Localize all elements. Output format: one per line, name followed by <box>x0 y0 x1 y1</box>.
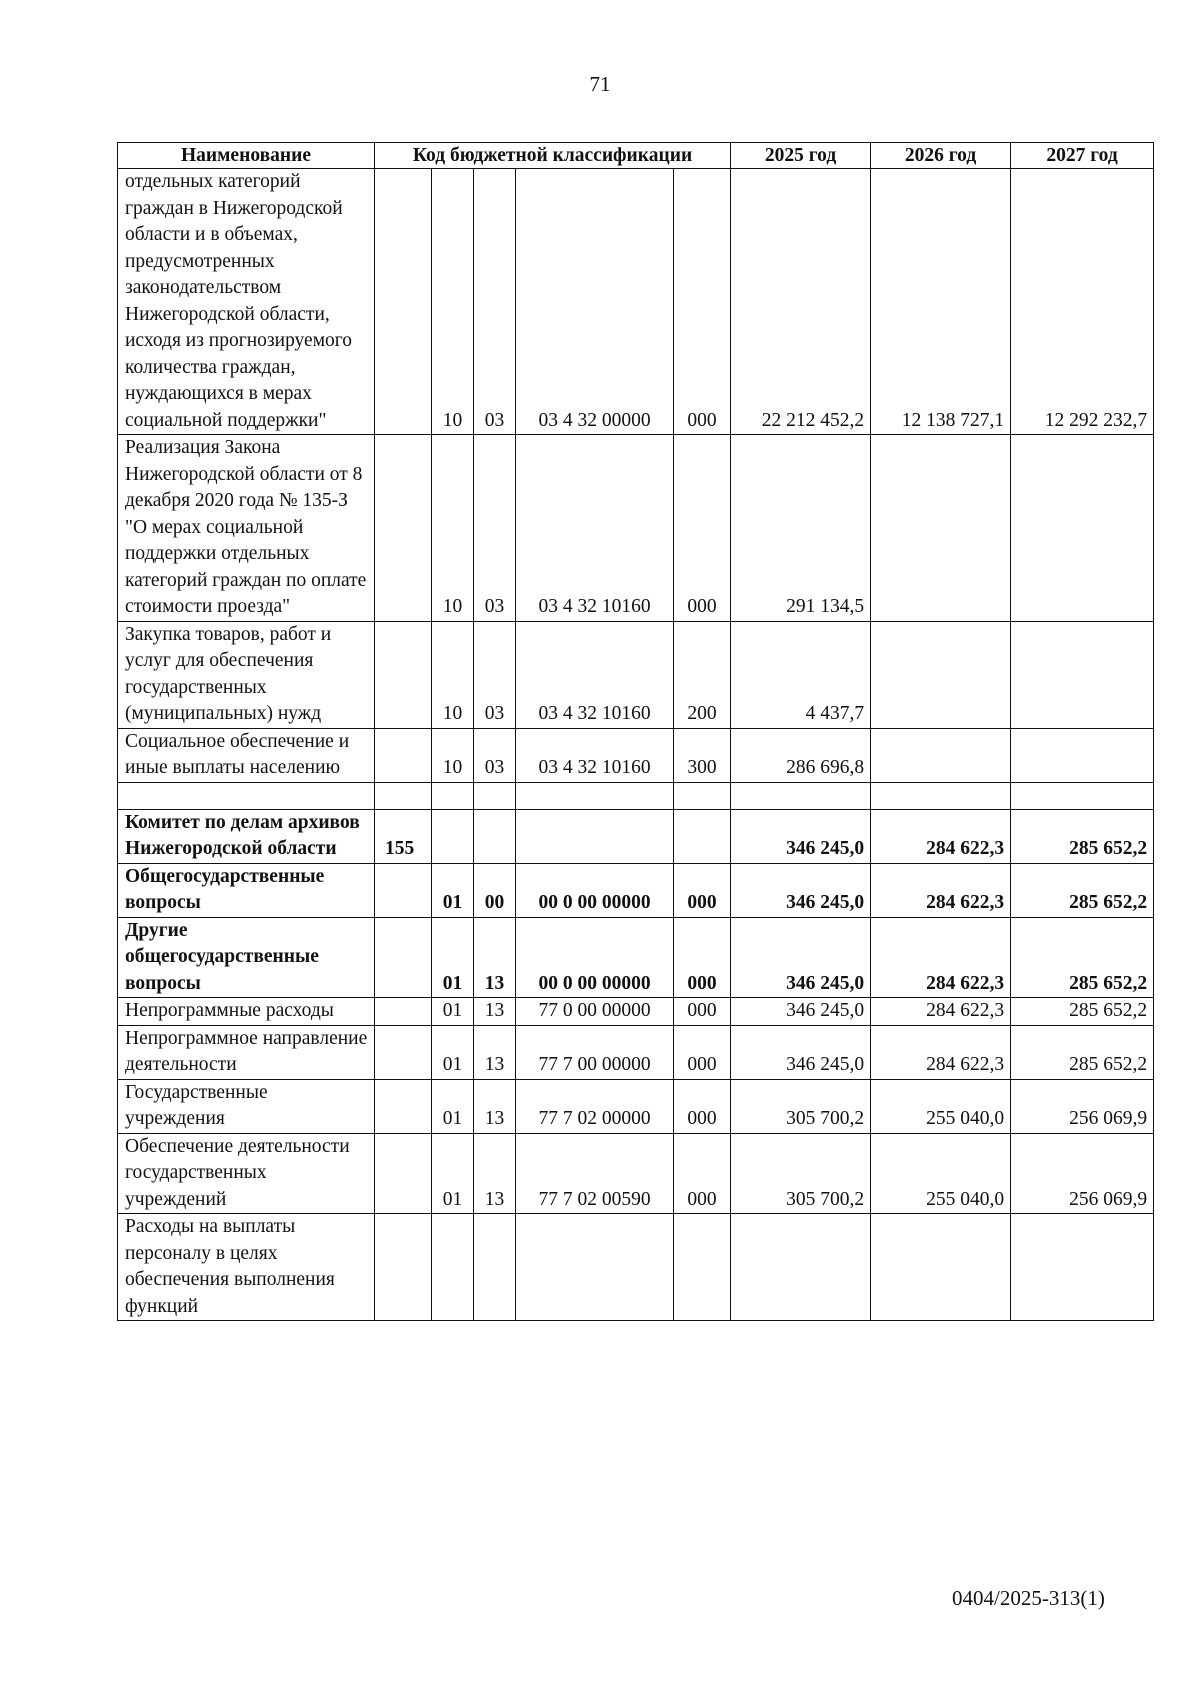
row-name <box>118 782 375 809</box>
row-2025: 346 245,0 <box>731 809 871 863</box>
row-target-code: 00 0 00 00000 <box>516 917 674 998</box>
row-subsection: 13 <box>474 1079 516 1133</box>
row-2026: 255 040,0 <box>871 1133 1011 1214</box>
row-target-code: 03 4 32 10160 <box>516 621 674 728</box>
row-section: 01 <box>432 1025 474 1079</box>
row-section: 10 <box>432 621 474 728</box>
row-target-code <box>516 1214 674 1321</box>
row-2027: 285 652,2 <box>1011 863 1154 917</box>
row-expense-kind: 000 <box>674 1079 731 1133</box>
row-subsection: 03 <box>474 621 516 728</box>
row-gov-code <box>375 1133 432 1214</box>
row-2025: 346 245,0 <box>731 1025 871 1079</box>
row-section: 01 <box>432 863 474 917</box>
row-gov-code: 155 <box>375 809 432 863</box>
table-row <box>118 1133 1154 1214</box>
row-target-code: 03 4 32 10160 <box>516 435 674 622</box>
row-section: 10 <box>432 435 474 622</box>
row-name: Общегосударственные вопросы <box>118 863 375 917</box>
row-2027: 285 652,2 <box>1011 1025 1154 1079</box>
row-expense-kind: 200 <box>674 621 731 728</box>
header-2026: 2026 год <box>871 143 1011 169</box>
row-expense-kind: 000 <box>674 169 731 435</box>
row-target-code: 77 0 00 00000 <box>516 998 674 1026</box>
row-2026: 284 622,3 <box>871 917 1011 998</box>
row-name: Комитет по делам архивов Нижегородской области <box>118 809 375 863</box>
table-body <box>118 169 1154 1321</box>
row-2025: 4 437,7 <box>731 621 871 728</box>
row-section: 01 <box>432 917 474 998</box>
header-name: Наименование <box>118 143 375 169</box>
table-row <box>118 782 1154 809</box>
table-row <box>118 809 1154 863</box>
row-name: Другие общегосударственные вопросы <box>118 917 375 998</box>
row-gov-code <box>375 1214 432 1321</box>
row-2025: 22 212 452,2 <box>731 169 871 435</box>
row-2027: 256 069,9 <box>1011 1079 1154 1133</box>
row-gov-code <box>375 169 432 435</box>
row-section <box>432 782 474 809</box>
row-name: Социальное обеспечение и иные выплаты населению <box>118 728 375 782</box>
row-target-code <box>516 782 674 809</box>
row-section <box>432 1214 474 1321</box>
row-section: 01 <box>432 1079 474 1133</box>
table-row <box>118 998 1154 1026</box>
row-gov-code <box>375 917 432 998</box>
row-expense-kind: 000 <box>674 863 731 917</box>
row-name: Реализация Закона Нижегородской области от 8 декабря 2020 года № 135-З "О мерах социальной поддержки отдельных категорий граждан по оплате стоимости проезда" <box>118 435 375 622</box>
row-2026: 284 622,3 <box>871 863 1011 917</box>
row-2027: 12 292 232,7 <box>1011 169 1154 435</box>
row-section: 01 <box>432 1133 474 1214</box>
row-2026 <box>871 621 1011 728</box>
row-2025 <box>731 1214 871 1321</box>
document-code: 0404/2025-313(1) <box>952 1586 1105 1610</box>
table-row <box>118 917 1154 998</box>
row-2026: 255 040,0 <box>871 1079 1011 1133</box>
table-header <box>118 143 1154 169</box>
row-2027: 285 652,2 <box>1011 917 1154 998</box>
row-target-code: 77 7 02 00590 <box>516 1133 674 1214</box>
row-2025: 305 700,2 <box>731 1133 871 1214</box>
table-row <box>118 435 1154 622</box>
row-expense-kind <box>674 782 731 809</box>
row-target-code: 00 0 00 00000 <box>516 863 674 917</box>
table-row <box>118 728 1154 782</box>
row-expense-kind: 000 <box>674 1025 731 1079</box>
table-row <box>118 863 1154 917</box>
row-name: Расходы на выплаты персоналу в целях обеспечения выполнения функций <box>118 1214 375 1321</box>
row-expense-kind: 000 <box>674 917 731 998</box>
row-expense-kind <box>674 809 731 863</box>
row-target-code: 77 7 00 00000 <box>516 1025 674 1079</box>
row-subsection <box>474 1214 516 1321</box>
row-subsection: 13 <box>474 917 516 998</box>
row-gov-code <box>375 621 432 728</box>
row-expense-kind: 000 <box>674 435 731 622</box>
row-subsection: 00 <box>474 863 516 917</box>
row-2026 <box>871 435 1011 622</box>
row-2026 <box>871 1214 1011 1321</box>
page-number: 71 <box>589 72 611 96</box>
row-2027: 256 069,9 <box>1011 1133 1154 1214</box>
row-gov-code <box>375 998 432 1026</box>
table-row <box>118 1025 1154 1079</box>
row-subsection: 13 <box>474 998 516 1026</box>
row-2026: 12 138 727,1 <box>871 169 1011 435</box>
row-section: 01 <box>432 998 474 1026</box>
row-target-code: 03 4 32 00000 <box>516 169 674 435</box>
row-2027 <box>1011 1214 1154 1321</box>
row-2025 <box>731 782 871 809</box>
table-row <box>118 1214 1154 1321</box>
table-row <box>118 1079 1154 1133</box>
row-gov-code <box>375 863 432 917</box>
row-expense-kind: 000 <box>674 998 731 1026</box>
table-row <box>118 169 1154 435</box>
row-name: отдельных категорий граждан в Нижегородской области и в объемах, предусмотренных законодательством Нижегородской области, исходя из прогнозируемого количества граждан, нуждающихся в мерах социальной поддержки" <box>118 169 375 435</box>
row-2027 <box>1011 782 1154 809</box>
row-expense-kind: 000 <box>674 1133 731 1214</box>
row-subsection: 03 <box>474 728 516 782</box>
row-2026 <box>871 728 1011 782</box>
row-gov-code <box>375 1025 432 1079</box>
row-name: Непрограммные расходы <box>118 998 375 1026</box>
row-subsection <box>474 782 516 809</box>
row-expense-kind <box>674 1214 731 1321</box>
row-2025: 346 245,0 <box>731 998 871 1026</box>
row-target-code <box>516 809 674 863</box>
row-2027 <box>1011 621 1154 728</box>
header-2025: 2025 год <box>731 143 871 169</box>
row-gov-code <box>375 782 432 809</box>
header-2027: 2027 год <box>1011 143 1154 169</box>
row-2026: 284 622,3 <box>871 809 1011 863</box>
row-subsection: 13 <box>474 1025 516 1079</box>
row-section: 10 <box>432 169 474 435</box>
row-2027 <box>1011 728 1154 782</box>
row-name: Обеспечение деятельности государственных учреждений <box>118 1133 375 1214</box>
row-2025: 305 700,2 <box>731 1079 871 1133</box>
row-subsection: 03 <box>474 435 516 622</box>
row-2026: 284 622,3 <box>871 1025 1011 1079</box>
row-gov-code <box>375 1079 432 1133</box>
row-name: Закупка товаров, работ и услуг для обеспечения государственных (муниципальных) нужд <box>118 621 375 728</box>
row-section <box>432 809 474 863</box>
row-gov-code <box>375 728 432 782</box>
header-code: Код бюджетной классификации <box>375 143 731 169</box>
row-subsection: 13 <box>474 1133 516 1214</box>
table-row <box>118 621 1154 728</box>
row-expense-kind: 300 <box>674 728 731 782</box>
row-gov-code <box>375 435 432 622</box>
row-target-code: 03 4 32 10160 <box>516 728 674 782</box>
row-subsection <box>474 809 516 863</box>
row-2027: 285 652,2 <box>1011 998 1154 1026</box>
row-section: 10 <box>432 728 474 782</box>
row-target-code: 77 7 02 00000 <box>516 1079 674 1133</box>
row-2027: 285 652,2 <box>1011 809 1154 863</box>
budget-table <box>117 142 1154 1321</box>
row-2027 <box>1011 435 1154 622</box>
row-2025: 291 134,5 <box>731 435 871 622</box>
row-2026: 284 622,3 <box>871 998 1011 1026</box>
row-2025: 346 245,0 <box>731 917 871 998</box>
row-name: Непрограммное направление деятельности <box>118 1025 375 1079</box>
row-2025: 286 696,8 <box>731 728 871 782</box>
row-2025: 346 245,0 <box>731 863 871 917</box>
row-subsection: 03 <box>474 169 516 435</box>
row-name: Государственные учреждения <box>118 1079 375 1133</box>
row-2026 <box>871 782 1011 809</box>
